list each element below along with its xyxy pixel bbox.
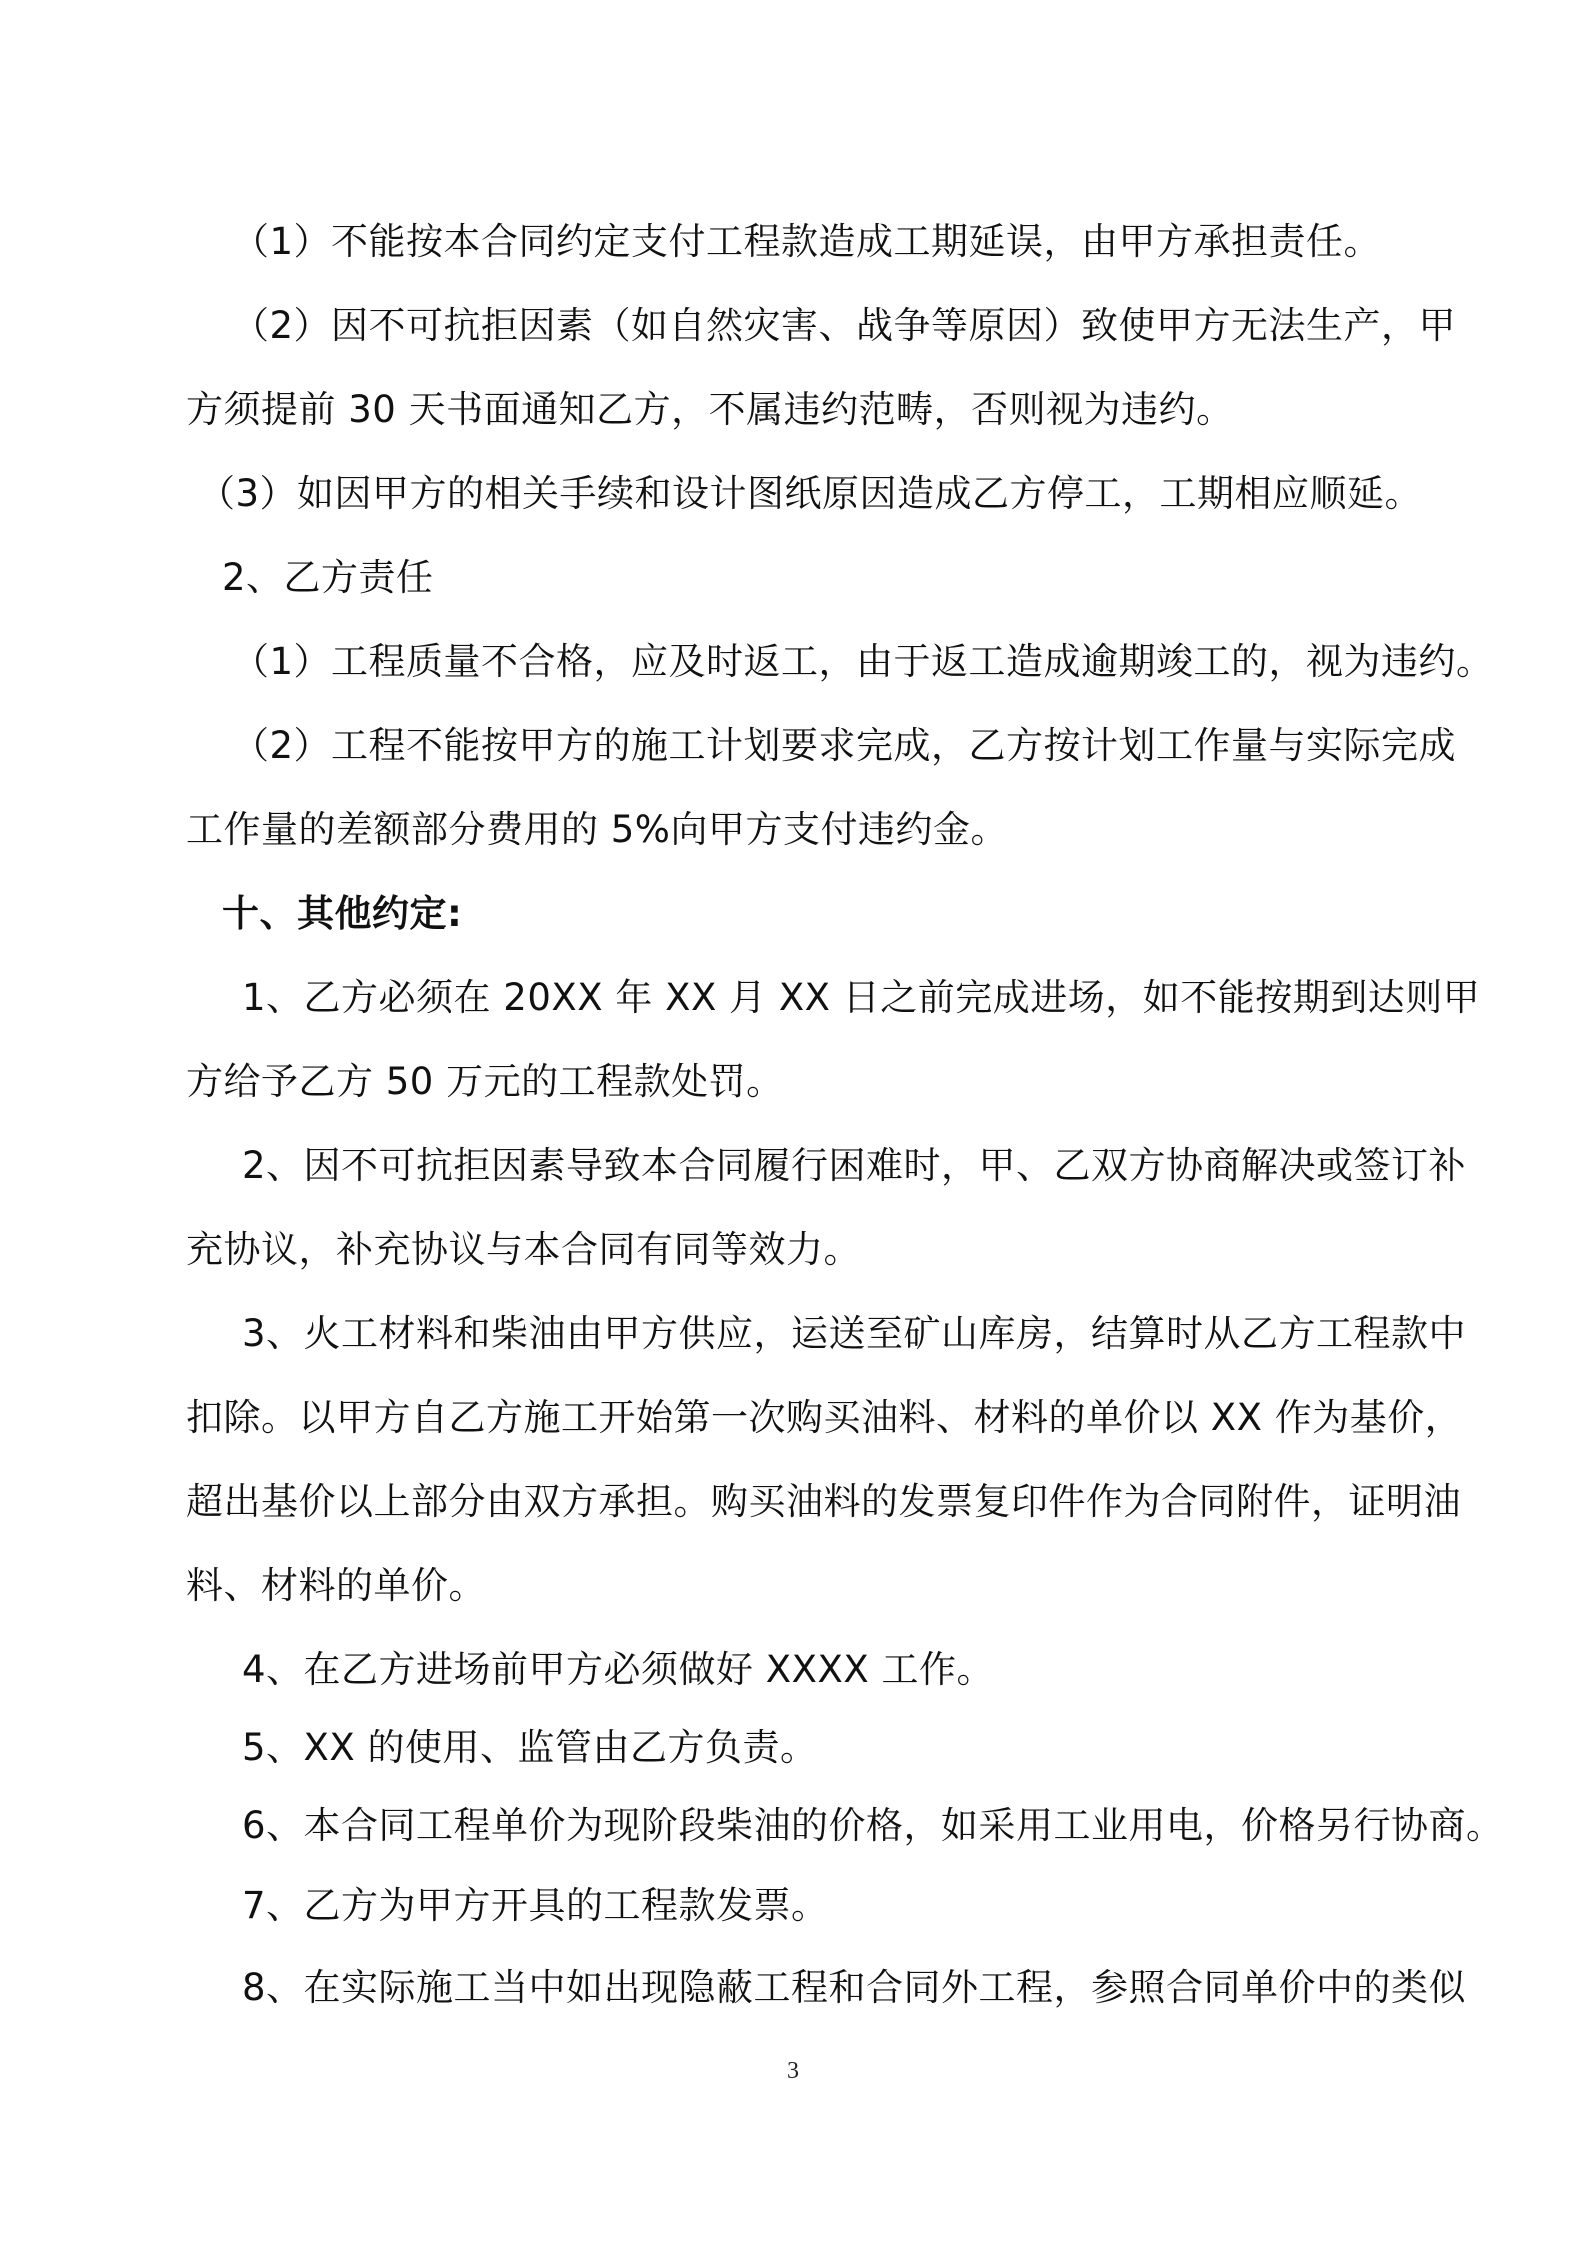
clause-party-b-2-cont: 工作量的差额部分费用的 5%向甲方支付违约金。 bbox=[186, 808, 1008, 851]
clause-party-a-2: （2）因不可抗拒因素（如自然灾害、战争等原因）致使甲方无法生产，甲 bbox=[232, 304, 1457, 347]
agreement-3: 3、火工材料和柴油由甲方供应，运送至矿山库房，结算时从乙方工程款中 bbox=[242, 1312, 1467, 1355]
clause-party-a-2-cont: 方须提前 30 天书面通知乙方，不属违约范畴，否则视为违约。 bbox=[186, 388, 1234, 431]
agreement-2: 2、因不可抗拒因素导致本合同履行困难时，甲、乙双方协商解决或签订补 bbox=[242, 1144, 1467, 1187]
agreement-3-cont-3: 料、材料的单价。 bbox=[186, 1564, 486, 1607]
agreement-3-cont-1: 扣除。以甲方自乙方施工开始第一次购买油料、材料的单价以 XX 作为基价， bbox=[186, 1396, 1463, 1439]
heading-other-agreements: 十、其他约定: bbox=[222, 892, 463, 935]
agreement-6: 6、本合同工程单价为现阶段柴油的价格，如采用工业用电，价格另行协商。 bbox=[242, 1804, 1504, 1847]
clause-party-b-2: （2）工程不能按甲方的施工计划要求完成，乙方按计划工作量与实际完成 bbox=[232, 724, 1457, 767]
agreement-1: 1、乙方必须在 20XX 年 XX 月 XX 日之前完成进场，如不能按期到达则甲 bbox=[242, 976, 1481, 1019]
clause-party-b-1: （1）工程质量不合格，应及时返工，由于返工造成逾期竣工的，视为违约。 bbox=[232, 640, 1494, 683]
agreement-5: 5、XX 的使用、监管由乙方负责。 bbox=[242, 1726, 818, 1769]
page-number: 3 bbox=[787, 2058, 799, 2084]
clause-party-a-3: （3）如因甲方的相关手续和设计图纸原因造成乙方停工，工期相应顺延。 bbox=[198, 472, 1423, 515]
agreement-1-cont: 方给予乙方 50 万元的工程款处罚。 bbox=[186, 1060, 784, 1103]
agreement-2-cont: 充协议，补充协议与本合同有同等效力。 bbox=[186, 1228, 861, 1271]
clause-party-a-1: （1）不能按本合同约定支付工程款造成工期延误，由甲方承担责任。 bbox=[232, 220, 1382, 263]
agreement-3-cont-2: 超出基价以上部分由双方承担。购买油料的发票复印件作为合同附件，证明油 bbox=[186, 1480, 1461, 1523]
agreement-4: 4、在乙方进场前甲方必须做好 XXXX 工作。 bbox=[242, 1648, 994, 1691]
agreement-8: 8、在实际施工当中如出现隐蔽工程和合同外工程，参照合同单价中的类似 bbox=[242, 1966, 1467, 2009]
heading-party-b-liability: 2、乙方责任 bbox=[222, 556, 434, 599]
agreement-7: 7、乙方为甲方开具的工程款发票。 bbox=[242, 1884, 829, 1927]
